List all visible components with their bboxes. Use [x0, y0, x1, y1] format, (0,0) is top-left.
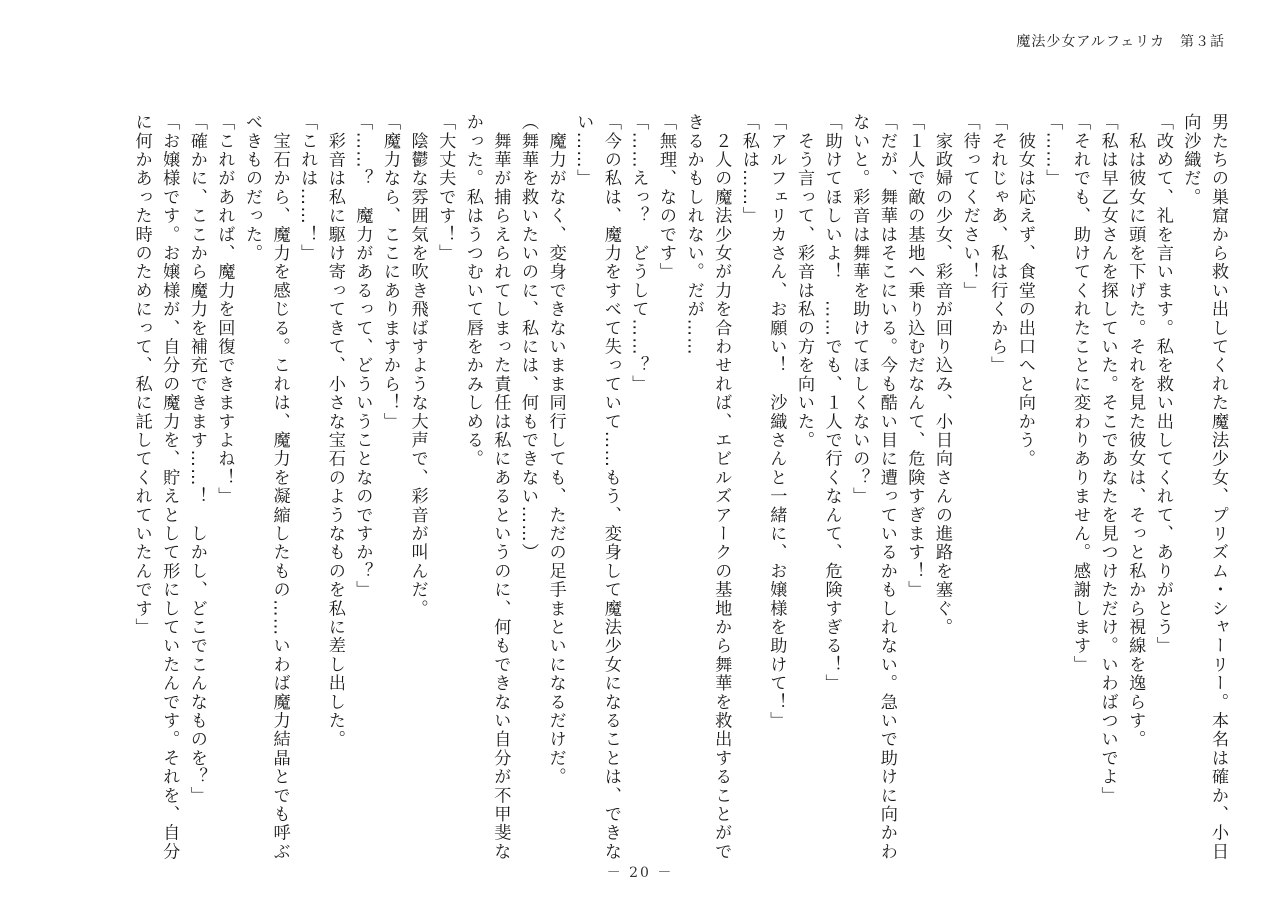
- page-number: － 20 －: [606, 865, 674, 881]
- text-line: 「無理、なのです」: [656, 113, 676, 282]
- text-line: 彩音は私に駆け寄ってきて、小さな宝石のようなものを私に差し出した。: [324, 113, 345, 749]
- text-line: 「アルフェリカさん、お願い！ 沙織さんと一緒に、お嬢様を助けて！」: [766, 113, 787, 731]
- text-line: 「これがあれば、魔力を回復できますよね！」: [214, 113, 235, 506]
- text-line: 男たちの巣窟から救い出してくれた魔法少女、プリズム・シャーリー。本名は確か、小日: [1208, 113, 1228, 861]
- text-line: 「大丈夫です！」: [435, 113, 456, 263]
- text-line: 「魔力なら、ここにありますから！」: [380, 113, 400, 431]
- text-line: 向沙織だ。: [1180, 113, 1201, 207]
- running-header: 魔法少女アルフェリカ 第３話: [1016, 34, 1225, 50]
- text-line: 「それじゃあ、私は行くから」: [987, 113, 1008, 375]
- text-line: 「お嬢様です。お嬢様が、自分の魔力を、貯えとして形にしていたんです。それを、自分: [159, 113, 180, 861]
- text-line: 「待ってください！」: [959, 113, 980, 300]
- text-line: 「１人で敵の基地へ乗り込むだなんて、危険すぎます！」: [904, 113, 925, 600]
- text-line: ないと。彩音は舞華を助けてほしくないの？」: [849, 113, 870, 506]
- text-line: 宝石から、魔力を感じる。これは、魔力を凝縮したもの……いわば魔力結晶とでも呼ぶ: [269, 113, 290, 861]
- text-line: 「確かに、ここから魔力を補充できます……！ しかし、どこでこんなものを？」: [186, 113, 207, 805]
- text-line: 陰鬱な雰囲気を吹き飛ばすような大声で、彩音が叫んだ。: [407, 113, 428, 618]
- text-line: 「……えっ？ どうして……？」: [628, 113, 649, 394]
- text-line: 「これは……！」: [297, 113, 318, 263]
- text-line: 「今の私は、魔力をすべて失っていて……もう、変身して魔法少女になることは、できな: [600, 113, 621, 861]
- vertical-text-body: [70, 113, 1230, 861]
- text-line: 「……？ 魔力があるって、どういうことなのですか？」: [352, 113, 373, 600]
- text-line: い……」: [573, 113, 594, 188]
- text-line: 家政婦の少女、彩音が回り込み、小日向さんの進路を塞ぐ。: [932, 113, 952, 637]
- text-line: そう言って、彩音は私の方を向いた。: [794, 113, 814, 450]
- text-line: かった。私はうつむいて唇をかみしめる。: [462, 113, 483, 469]
- text-line: 魔力がなく、変身できないまま同行しても、ただの足手まといになるだけだ。: [545, 113, 566, 787]
- text-line: 「だが、舞華はそこにいる。今も酷い目に遭っているかもしれない。急いで助けに向かわ: [876, 113, 897, 861]
- text-line: に何かあった時のためにって、私に託してくれていたんです」: [131, 113, 152, 637]
- text-line: 「改めて、礼を言います。私を救い出してくれて、ありがとう」: [1152, 113, 1173, 656]
- text-line: 「助けてほしいよ！ ……でも、１人で行くなんて、危険すぎる！」: [821, 113, 842, 693]
- text-line: 私は彼女に頭を下げた。それを見た彼女は、そっと私から視線を逸らす。: [1125, 113, 1146, 749]
- text-line: ２人の魔法少女が力を合わせれば、エビルズアークの基地から舞華を救出することがで: [711, 113, 732, 861]
- text-line: 彼女は応えず、食堂の出口へと向かう。: [1014, 113, 1035, 469]
- text-line: きるかもしれない。だが……: [683, 113, 704, 357]
- text-line: 「……」: [1042, 113, 1063, 188]
- text-line: べきものだった。: [242, 113, 262, 263]
- text-line: 「私は……」: [738, 113, 759, 226]
- text-line: 「それでも、助けてくれたことに変わりありません。感謝します」: [1070, 113, 1090, 674]
- text-line: （舞華を救いたいのに、私には、何もできない……）: [518, 113, 538, 562]
- text-line: 舞華が捕らえられてしまった責任は私にあるというのに、何もできない自分が不甲斐な: [490, 113, 511, 861]
- text-line: 「私は早乙女さんを探していた。そこであなたを見つけただけ。いわばついでよ」: [1097, 113, 1118, 805]
